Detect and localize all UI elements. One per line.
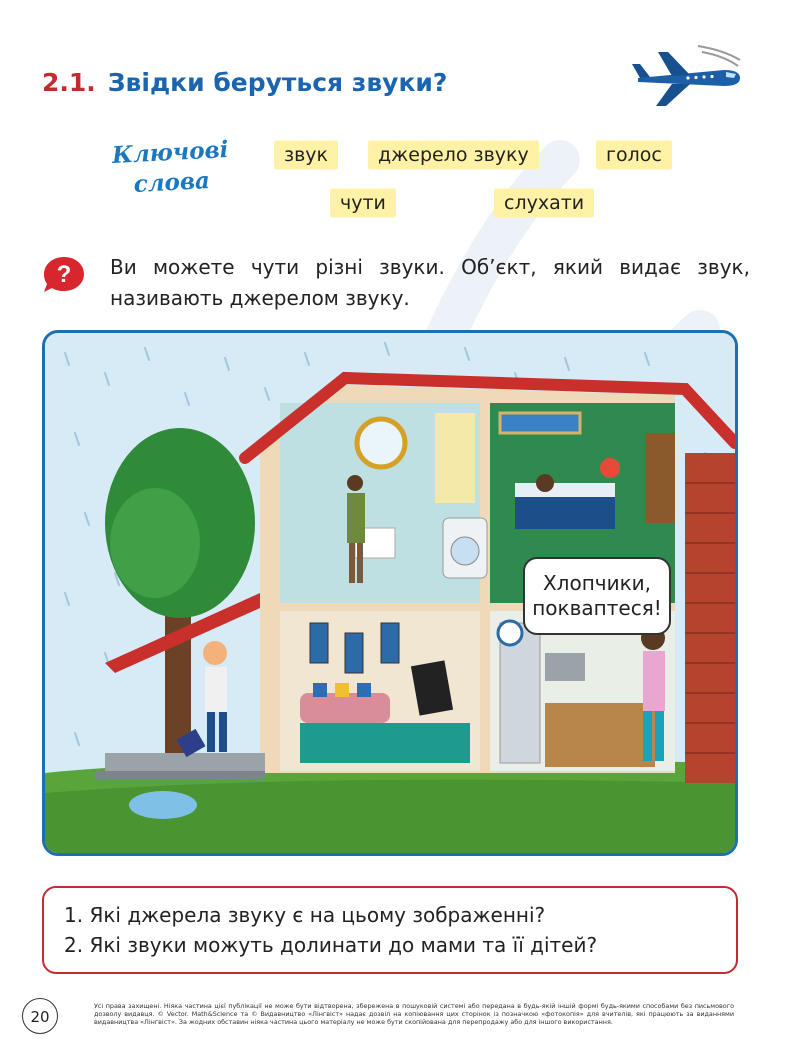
brick-wall [685,453,735,783]
bed [515,493,615,529]
section-number: 2.1. [42,67,96,97]
house-illustration [42,330,738,856]
svg-text:?: ? [56,261,72,288]
alarm-clock [600,458,620,478]
question-2: 2. Які звуки можуть долинати до мами та її дітей? [64,933,598,957]
keywords-label [105,135,238,202]
section-title: Звідки беруться звуки? [107,67,448,97]
puddle [129,791,197,819]
speech-bubble [523,557,671,635]
keyword-chip: голос [596,138,672,172]
mirror [357,419,405,467]
keywords-label-line2: слова [133,167,211,198]
keywords-label-line1: Ключові [111,135,230,170]
microwave [545,653,585,681]
intro-text [110,252,750,314]
speech-line2: поквaптеся! [532,596,662,620]
legal-notice: Усі права захищені. Ніяка частина цієї публікації не може бути відтворена, збережена в пошуковій системі або передана в будь-якій іншій формі будь-якими способами без письмового дозволу видавця. © Vector. Math&Science та © Видавництво «Лінгвіст» надає дозвіл на копіювання цих сторінок із позначкою «фотокопія» для вчителів, які працюють за виданнями видавництва «Лінгвіст». За жодних обставин ніяка частина цього матеріалу не може бути скопійована для перепродажу або для іншого використання. [94,1002,734,1026]
boy-at-door [203,641,227,665]
section-header [42,62,447,102]
sofa [300,693,390,723]
intro-line2: називають джерелом звуку. [110,286,410,310]
speech-line1: Хлопчики, [542,571,652,595]
keyword-chip: чути [330,186,396,220]
questions-box [42,886,738,974]
intro-line1: Ви можете чути різні звуки. Об’єкт, який видає звук, [110,255,750,279]
keyword-chip: слухати [494,186,594,220]
question-mark-icon [42,254,86,294]
airplane-icon [628,40,748,110]
wall-clock [498,621,522,645]
keyword-chip: джерело звуку [368,138,539,172]
keyword-chip: звук [274,138,338,172]
question-1: 1. Які джерела звуку є на цьому зображенні? [64,903,546,927]
page-number: 20 [22,998,58,1034]
